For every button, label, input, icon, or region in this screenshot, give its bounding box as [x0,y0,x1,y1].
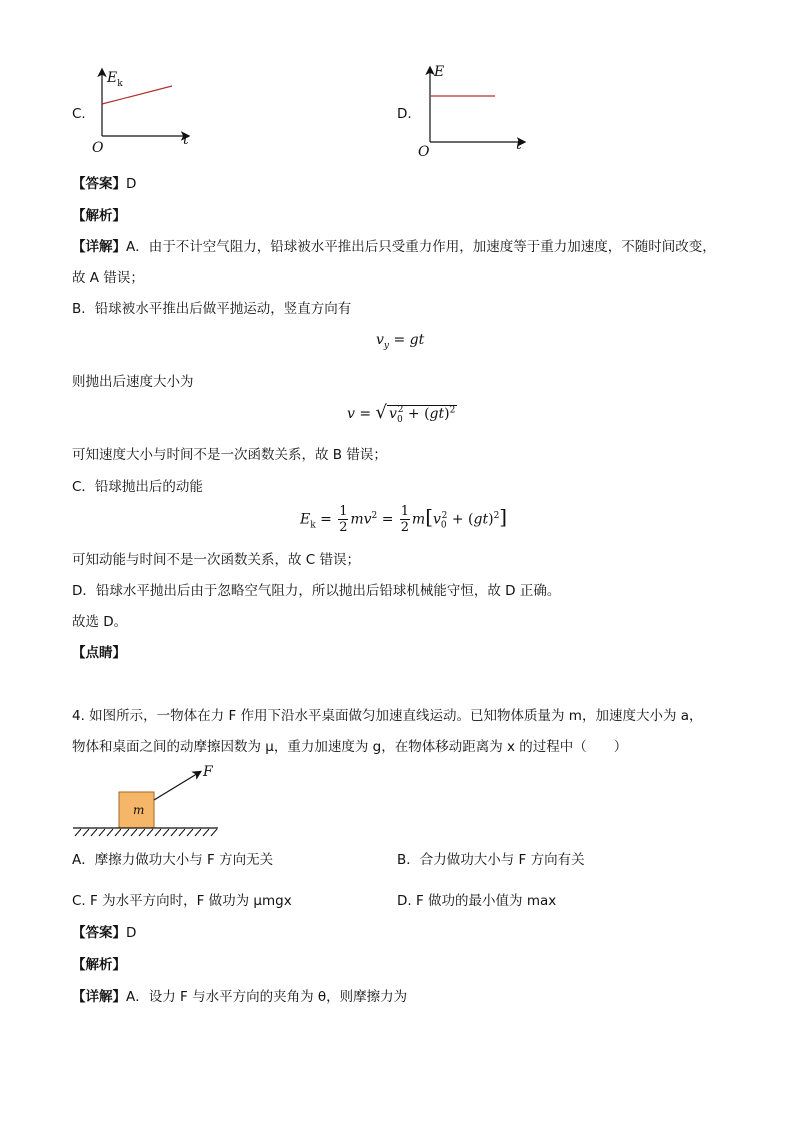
q4-option-b: B．合力做功大小与 F 方向有关 [397,852,585,868]
q4-stem-line2: 物体和桌面之间的动摩擦因数为 μ，重力加速度为 g，在物体移动距离为 x 的过程中（ ） [72,739,628,755]
q4-option-a: A．摩擦力做功大小与 F 方向无关 [72,852,274,868]
q4-figure [70,764,222,840]
q4-analysis-label: 【解析】 [72,957,126,973]
q3-line-final: 故选 D。 [72,614,128,630]
graph-d-x-label: t [516,137,522,153]
q3-line-d1: D．铅球水平抛出后由于忽略空气阻力，所以抛出后铅球机械能守恒，故 D 正确。 [72,583,561,599]
q4-detail-a: 【详解】A．设力 F 与水平方向的夹角为 θ，则摩擦力为 [72,989,408,1005]
equation-ek: $E_k$ = $\frac{1}{2}$ $mv^2$ = $\frac{1}{2}$ $m[v_0^2 + (gt)^2]$ [300,504,508,535]
q4-answer: 【答案】D [72,925,137,941]
equation-v: v = √ $v_0^2 + (gt)^2$ [347,402,456,425]
graph-c [88,66,198,156]
q3-line-c2: 可知动能与时间不是一次函数关系，故 C 错误； [72,552,361,568]
q3-line-b3: 可知速度大小与时间不是一次函数关系，故 B 错误； [72,447,387,463]
block-label: m [133,803,145,817]
graph-c-x-label: t [183,132,189,148]
q3-line-c1: C．铅球抛出后的动能 [72,479,203,495]
q4-stem-line1: 4. 如图所示，一物体在力 F 作用下沿水平桌面做匀加速直线运动。已知物体质量为 m，加速度大小为 a， [72,708,703,724]
q3-comment-label: 【点睛】 [72,645,126,661]
q3-analysis-label: 【解析】 [72,208,126,224]
graph-d-origin: O [418,144,430,160]
q4-option-d: D. F 做功的最小值为 max [397,893,557,909]
q3-line-b1: B．铅球被水平推出后做平抛运动，竖直方向有 [72,301,352,317]
graph-c-origin: O [92,140,104,156]
option-c-label: C. [72,106,86,122]
q3-line-a2: 故 A 错误； [72,270,144,286]
q3-answer: 【答案】D [72,176,137,192]
option-d-label: D. [397,106,412,122]
force-label: F [203,764,213,780]
table-hatching [75,829,217,836]
q3-detail-a: 【详解】A．由于不计空气阻力，铅球被水平推出后只受重力作用，加速度等于重力加速度，不随时间改变， [72,239,716,255]
q4-option-c: C. F 为水平方向时，F 做功为 μmgx [72,893,292,909]
force-arrow [154,772,200,800]
graph-c-y-label: $E_k$ [107,70,123,89]
graph-d-y-label: E [434,64,445,80]
equation-vy: $v_y$ = gt [376,332,425,351]
q3-line-b2: 则抛出后速度大小为 [72,374,194,390]
